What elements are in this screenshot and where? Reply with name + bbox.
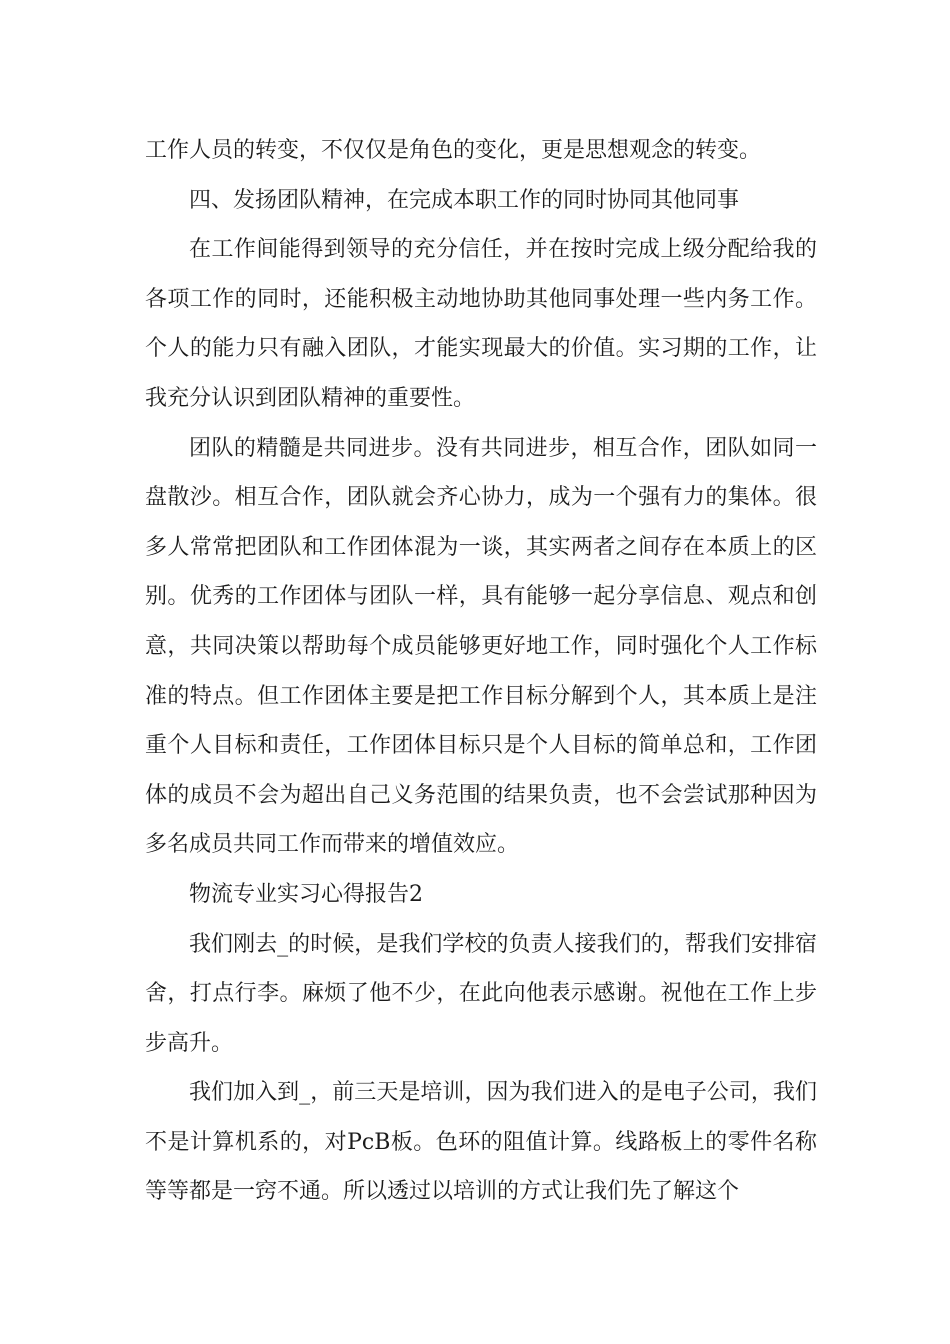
report-title-2: 物流专业实习心得报告2 [189, 881, 423, 907]
paragraph-trust: 在工作间能得到领导的充分信任，并在按时完成上级分配给我的各项工作的同时，还能积极主动地协助其他同事处理一些内务工作。个人的能力只有融入团队，才能实现最大的价值。实习期的工作，让我充分认识到团队精神的重要性。 [145, 237, 817, 411]
document-body [145, 126, 817, 1217]
paragraph-arrival: 我们刚去_的时候，是我们学校的负责人接我们的，帮我们安排宿舍，打点行李。麻烦了他不少，在此向他表示感谢。祝他在工作上步步高升。 [145, 931, 817, 1056]
paragraph-continuation: 工作人员的转变，不仅仅是角色的变化，更是思想观念的转变。 [145, 138, 762, 163]
paragraph-team-essence: 团队的精髓是共同进步。没有共同进步，相互合作，团队如同一盘散沙。相互合作，团队就会齐心协力，成为一个强有力的集体。很多人常常把团队和工作团体混为一谈，其实两者之间存在本质上的区别。优秀的工作团体与团队一样，具有能够一起分享信息、观点和创意，共同决策以帮助每个成员能够更好地工作，同时强化个人工作标准的特点。但工作团体主要是把工作目标分解到个人，其本质上是注重个人目标和责任，工作团体目标只是个人目标的简单总和，工作团体的成员不会为超出自己义务范围的结果负责，也不会尝试那种因为多名成员共同工作而带来的增值效应。 [145, 435, 817, 858]
section-heading-four: 四、发扬团队精神，在完成本职工作的同时协同其他同事 [189, 187, 740, 213]
paragraph-training: 我们加入到_，前三天是培训，因为我们进入的是电子公司，我们不是计算机系的，对PcB板。色环的阻值计算。线路板上的零件名称等等都是一窍不通。所以透过以培训的方式让我们先了解这个 [145, 1080, 817, 1205]
